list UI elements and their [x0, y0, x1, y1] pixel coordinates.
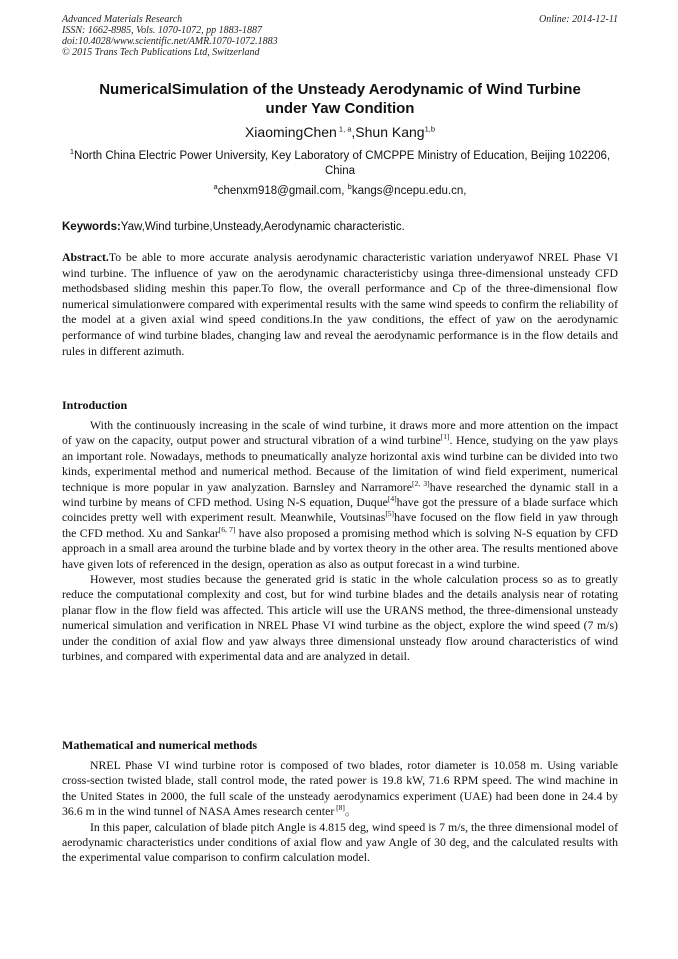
email-b[interactable]: kangs@ncepu.edu.cn,: [351, 185, 467, 197]
doi-line: doi:10.4028/www.scientific.net/AMR.1070-1072.1883: [62, 36, 278, 47]
citation-8: [8]: [334, 803, 345, 813]
abstract-label: Abstract.: [62, 250, 109, 264]
keywords-label: Keywords:: [62, 221, 121, 233]
affiliation: [62, 149, 618, 179]
keywords-text: Yaw,Wind turbine,Unsteady,Aerodynamic characteristic.: [120, 221, 405, 233]
intro-p1-text-f: have also proposed a promising method which is solving N-S equation by CFD approach in a small area around the turbine blade and by vortex theory in the other area. The results mentioned above have given lots of referenced in the design, operation as also as output forecast in a wind turbine.: [62, 525, 619, 571]
intro-p1-text-d: have got the pressure of a blade surface which coincides pretty well with experiment result. Meanwhile, Voutsinas: [62, 495, 619, 525]
journal-name: Advanced Materials Research: [62, 14, 183, 25]
introduction-body: [62, 418, 618, 665]
keywords: [62, 220, 618, 235]
citation-6-7: [6, 7]: [218, 524, 236, 534]
author-1-affil: 1, a: [336, 124, 352, 134]
copyright-line: © 2015 Trans Tech Publications Ltd, Switzerland: [62, 47, 260, 58]
intro-p1-text-a: With the continuously increasing in the scale of wind turbine, it draws more and more attention on the impact of yaw on the capacity, output power and structural vibration of a wind turbine: [62, 418, 618, 448]
citation-2-3: [2, 3]: [411, 478, 430, 488]
abstract-text: To be able to more accurate analysis aerodynamic characteristic variation underyawof NREL Phase VI wind turbine. The influence of yaw on the aerodynamic characteristicby usinga three-dimensional unsteady CFD methodsbased sliding meshin this paper.To flow, the overall performance and Cp of the three-dimensional flow numerical simulationwere compared with experimental results with the same wind speeds to confirm the reliability of the model at a given axial wind speed conditions.In the yaw conditions, the effect of yaw on the aerodynamic performance of wind turbine blades, changing law and reveal the aerodynamic performance is in the flow details and rules in different azimuth.: [62, 250, 618, 358]
methods-paragraph-2: In this paper, calculation of blade pitch Angle is 4.815 deg, wind speed is 7 m/s, the three dimensional model of aerodynamic characteristics under conditions of axial flow and yaw Angle of 30 deg, and the calculated results with the experimental value comparison to confirm calculation model.: [62, 819, 618, 865]
title-line-2: under Yaw Condition: [265, 100, 415, 117]
abstract: [62, 250, 618, 359]
citation-4: [4]: [387, 494, 397, 504]
author-2-affil: 1,b: [424, 124, 436, 134]
online-date: Online: 2014-12-11: [539, 14, 618, 25]
email-a-marker: a: [213, 182, 218, 192]
title-line-1: NumericalSimulation of the Unsteady Aerodynamic of Wind Turbine: [99, 81, 581, 98]
author-list: [62, 123, 618, 141]
author-emails: [62, 184, 618, 199]
section-heading-introduction: Introduction: [62, 398, 128, 412]
affiliation-text: North China Electric Power University, Key Laboratory of CMCPPE Ministry of Education, Beijing 102206, China: [74, 150, 611, 177]
intro-p1-text-e: have focused on the flow field in yaw through the CFD method. Xu and Sankar: [62, 510, 619, 540]
methods-p1-text-b: 。: [344, 804, 357, 819]
intro-p1-text-b: . Hence, studying on the yaw plays an important role. Nowadays, methods to pneumatically analyze horizontal axis wind turbine can be divided into two kinds, experimental method and numerical method. Because of the limitation of wind field experiment, numerical technique is more popular in yaw analyzation. Barnsley and Narramore: [62, 433, 618, 494]
author-separator: ,: [351, 124, 356, 140]
methods-paragraph-1: [62, 758, 618, 820]
intro-paragraph-1: [62, 418, 618, 572]
paper-title: [62, 80, 618, 118]
intro-p1-text-c: have researched the dynamic stall in a wind turbine by means of CFD method. Using N-S equation, Duque: [62, 479, 618, 510]
running-header: [62, 14, 618, 58]
author-2: Shun Kang: [355, 124, 425, 140]
author-1: XiaomingChen: [244, 124, 337, 140]
email-b-marker: b: [347, 182, 352, 192]
methods-body: [62, 758, 618, 866]
email-a[interactable]: chenxm918@gmail.com,: [217, 185, 348, 197]
issn-line: ISSN: 1662-8985, Vols. 1070-1072, pp 1883-1887: [62, 25, 262, 36]
citation-1: [1]: [440, 432, 450, 442]
intro-paragraph-2: However, most studies because the generated grid is static in the whole calculation process so as to greatly reduce the computational complexity and cost, but for wind turbine blades and the details analysis near of rotating planar flow in the flow field was affected. This article will use the URANS method, the three-dimensional unsteady numerical simulation and verification in NREL Phase VI wind turbine as the object, explore the wind speed (7 m/s) under the condition of axial flow and yaw always three dimensional unsteady flow around characteristics of wind turbines, and compared with experimental data and are analyzed in detail.: [62, 572, 618, 664]
methods-p1-text-a: NREL Phase VI wind turbine rotor is composed of two blades, rotor diameter is 10.058 m. Using variable cross-section twisted blade, stall control mode, the rated power is 19.8 kW, 71.6 RPM speed. The wind machine in the United States in 2000, the full scale of the unsteady aerodynamics experiment (UAE) had been done in 24.4 by 36.6 m in the wind tunnel of NASA Ames research center: [62, 758, 618, 819]
affiliation-marker: 1: [69, 147, 75, 157]
section-heading-methods: Mathematical and numerical methods: [62, 738, 257, 752]
citation-5: [5]: [385, 509, 395, 519]
